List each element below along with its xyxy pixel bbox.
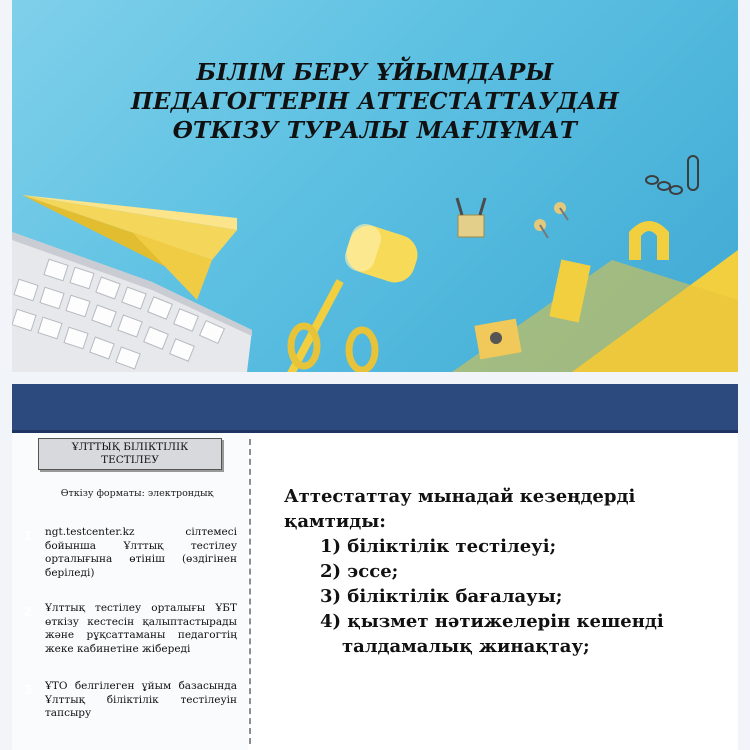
stages-heading: Аттестаттау мынадай кезеңдерді [284, 486, 636, 507]
format-label: Өткізу форматы: электрондық [60, 488, 214, 499]
eraser-image [341, 220, 422, 287]
banner-title-line: ПЕДАГОГТЕРІН АТТЕСТАТТАУДАН [131, 88, 619, 115]
info-slide [12, 384, 738, 750]
stage-item: 3) біліктілік бағалауы; [320, 586, 563, 607]
banner-slide [12, 0, 738, 372]
step-text: ҰТО белгілеген ұйым базасында Ұлттық біліктілік тестілеуін тапсыру [45, 680, 237, 719]
banner-title-line: ӨТКІЗУ ТУРАЛЫ МАҒЛҰМАТ [172, 117, 578, 144]
step-text: ngt.testcenter.kz сілтемесі бойынша Ұлттық тестілеу орталығына өтініш (өздігінен беріледі) [45, 526, 237, 579]
header-band [12, 384, 738, 430]
stage-item: 1) біліктілік тестілеуі; [320, 536, 557, 557]
step-number-icon: 2 [21, 602, 35, 622]
stage-item: 2) эссе; [320, 561, 399, 582]
stage-item: талдамалық жинақтау; [342, 636, 590, 657]
step-number-icon: 1 [21, 526, 35, 546]
banner-title [12, 58, 738, 145]
binder-clip-image [457, 198, 485, 237]
stationery-decoration [12, 0, 738, 372]
stage-item: 4) қызмет нәтижелерін кешенді [320, 611, 664, 632]
step-text: Ұлттық тестілеу орталығы ҰБТ өткізу кестесін қалыптастырады және рұқсаттаманы педагогтің жеке кабинетіне жібереді [45, 602, 237, 655]
sharpener-image [474, 319, 521, 360]
dashed-divider [249, 439, 251, 744]
stages-heading: қамтиды: [284, 511, 386, 532]
magnet-image [629, 221, 669, 260]
stages-text [284, 484, 724, 659]
step-number-icon: 3 [21, 680, 35, 700]
banner-title-line: БІЛІМ БЕРУ ҰЙЫМДАРЫ [196, 59, 554, 86]
testing-box: ҰЛТТЫҚ БІЛІКТІЛІК ТЕСТІЛЕУ [38, 438, 222, 470]
